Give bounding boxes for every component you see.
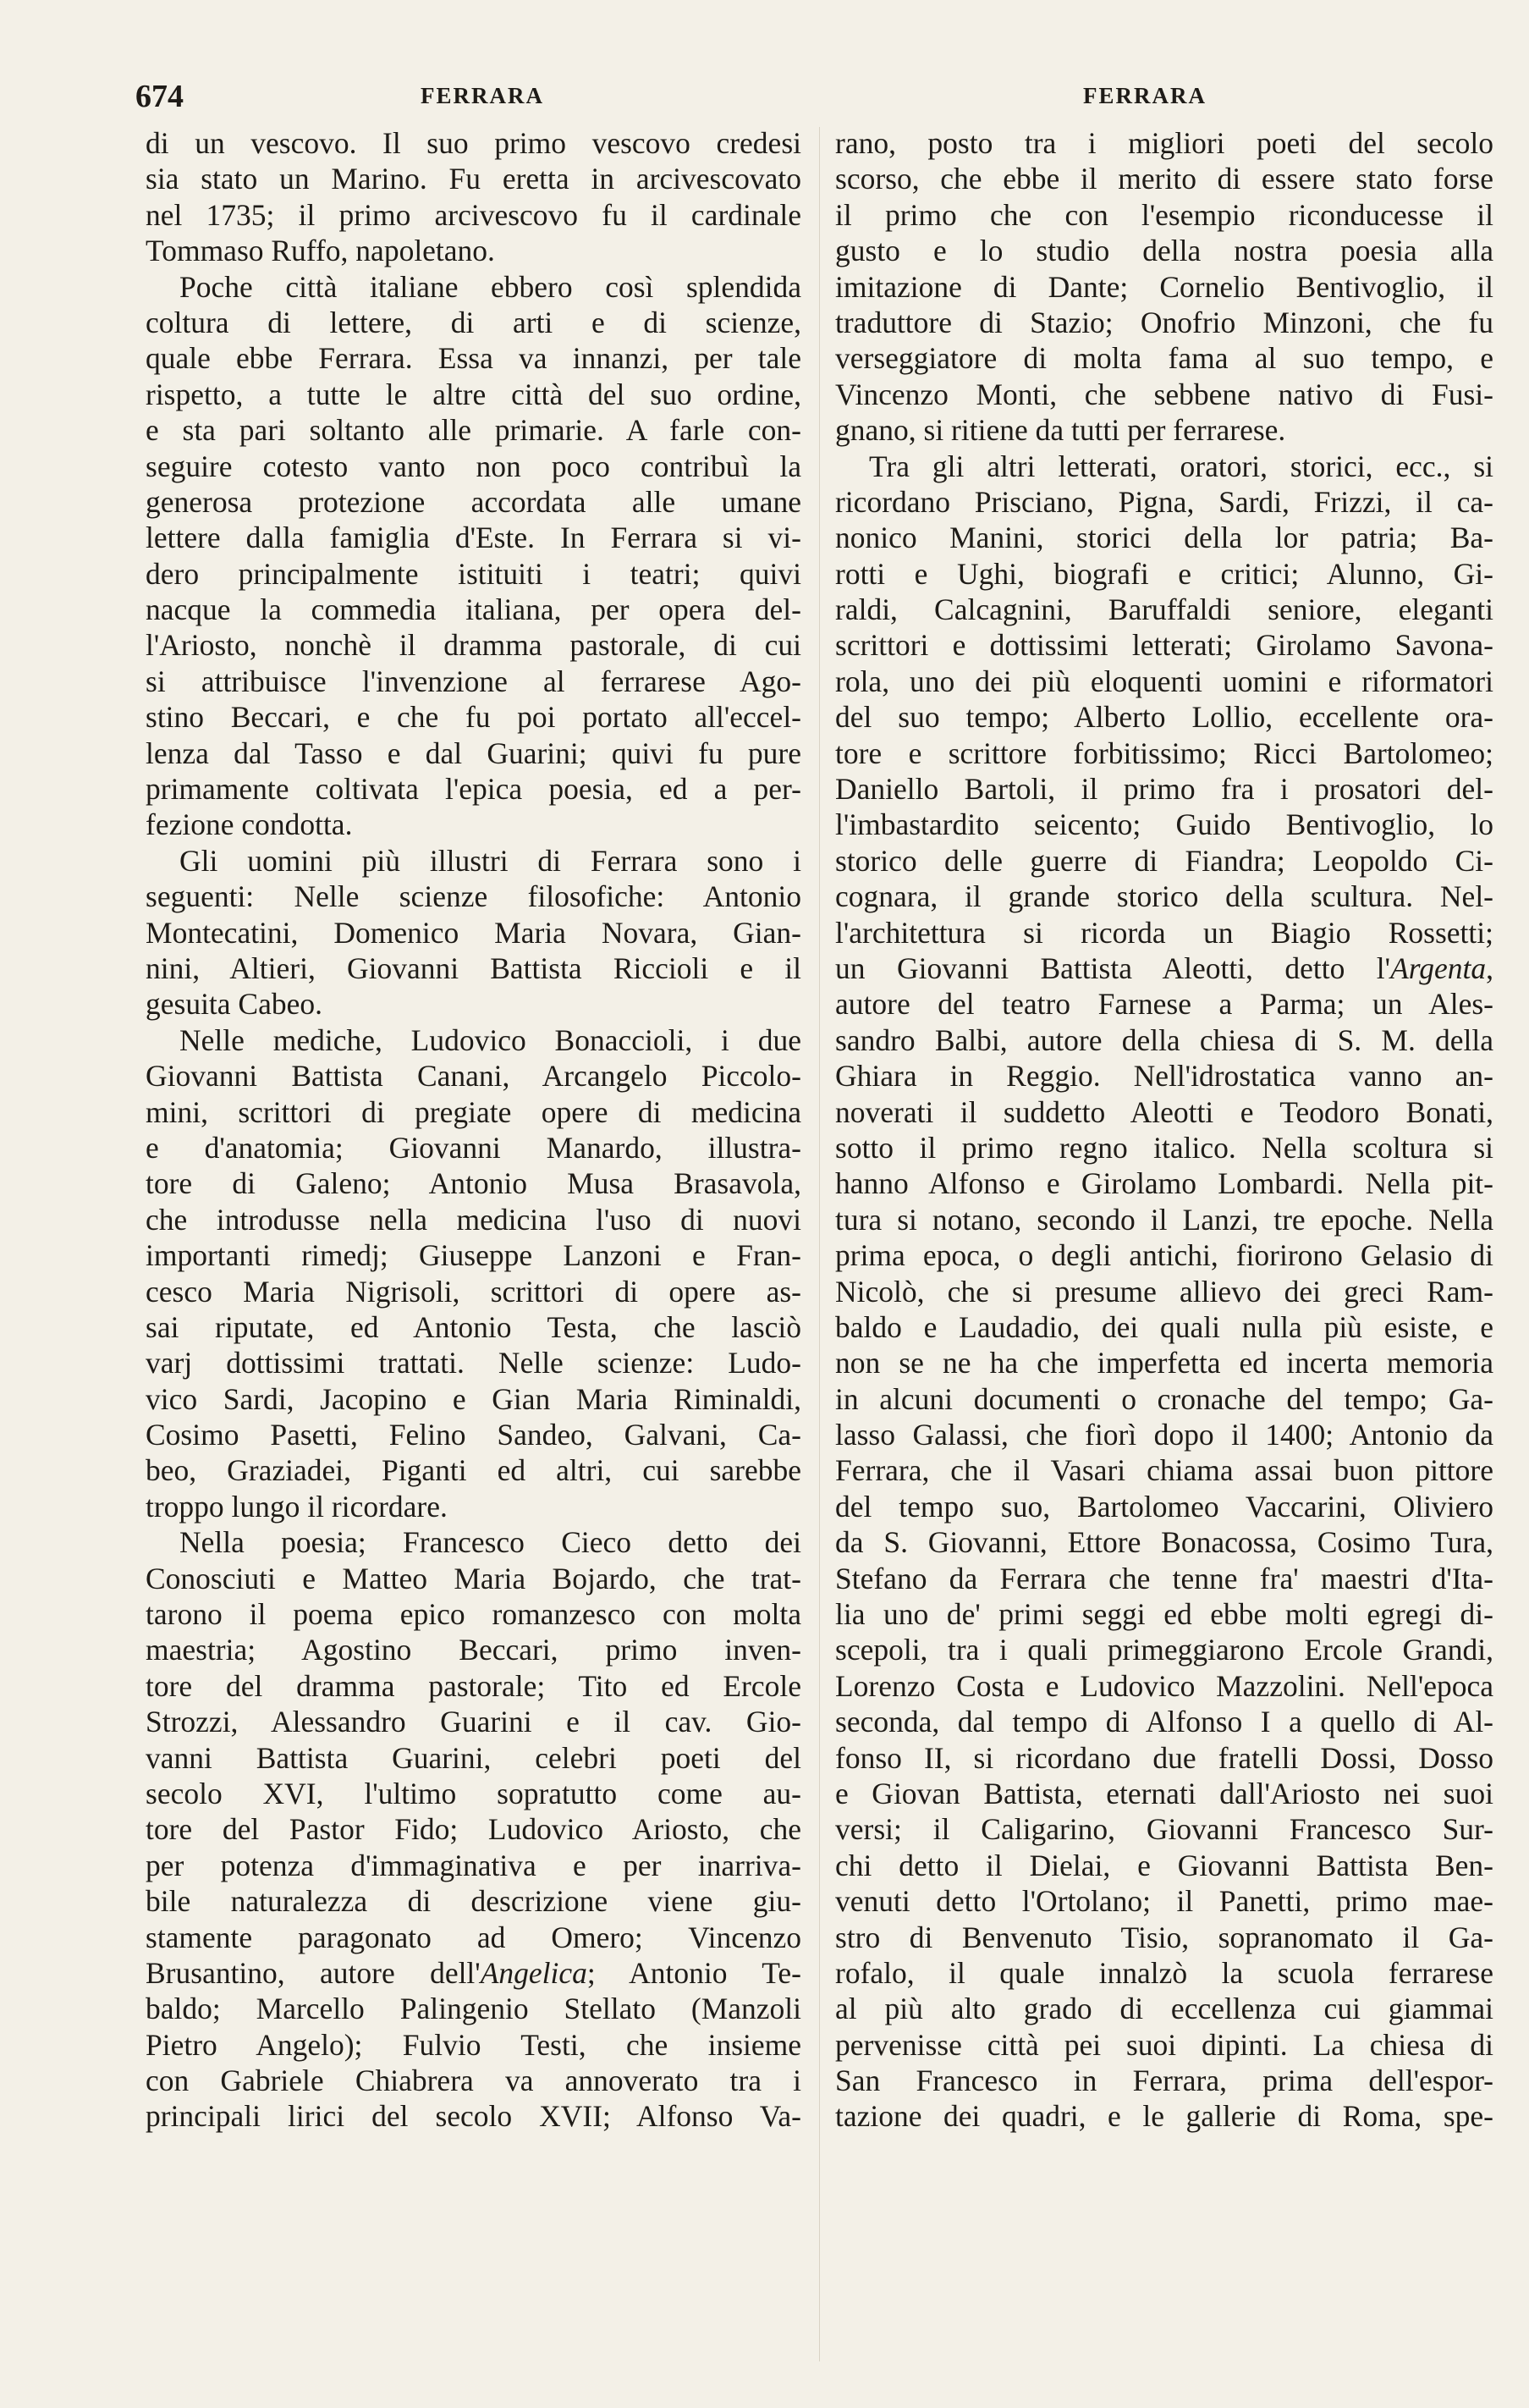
text-line: bile naturalezza di descrizione viene giu-	[146, 1884, 801, 1919]
text-line: rispetto, a tutte le altre città del suo ordine,	[146, 377, 801, 411]
text-line: sotto il primo regno italico. Nella scoltura si	[835, 1130, 1493, 1165]
text-line: fezione condotta.	[146, 807, 353, 842]
text-line: si attribuisce l'invenzione al ferrarese Ago-	[146, 664, 801, 698]
text-line: pervenisse città pei suoi dipinti. La chiesa di	[835, 2027, 1493, 2062]
text-line: ricordano Prisciano, Pigna, Sardi, Frizzi, il ca-	[835, 484, 1493, 519]
text-line: Gli uomini più illustri di Ferrara sono i	[179, 843, 801, 878]
text-line: San Francesco in Ferrara, prima dell'espor-	[835, 2064, 1493, 2098]
text-line: Lorenzo Costa e Ludovico Mazzolini. Nell'epoca	[835, 1668, 1493, 1703]
text-line: rofalo, il quale innalzò la scuola ferrarese	[835, 1955, 1493, 1990]
text-line: Conosciuti e Matteo Maria Bojardo, che trat-	[146, 1561, 801, 1595]
running-head-left: FERRARA	[421, 83, 544, 108]
text-line: gnano, si ritiene da tutti per ferrarese.	[835, 413, 1286, 448]
text-line: prima epoca, o degli antichi, fiorirono Gelasio di	[835, 1238, 1493, 1273]
column-divider	[819, 127, 820, 2361]
text-line: Nelle mediche, Ludovico Bonaccioli, i due	[179, 1022, 801, 1057]
text-line: cognara, il grande storico della scultura. Nel-	[835, 879, 1493, 914]
text-line: autore del teatro Farnese a Parma; un Ales-	[835, 987, 1493, 1022]
text-line: lettere dalla famiglia d'Este. In Ferrara si vi-	[146, 521, 801, 555]
text-line: coltura di lettere, di arti e di scienze,	[146, 305, 801, 339]
text-line: chi detto il Dielai, e Giovanni Battista Ben-	[835, 1848, 1493, 1882]
text-line: venuti detto l'Ortolano; il Panetti, primo mae-	[835, 1884, 1493, 1919]
text-line: seguenti: Nelle scienze filosofiche: Antonio	[146, 879, 801, 914]
text-line: Ferrara, che il Vasari chiama assai buon pittore	[835, 1453, 1493, 1488]
running-head-right: FERRARA	[1083, 83, 1207, 108]
text-line: il primo che con l'esempio riconducesse il	[835, 197, 1493, 232]
text-line: versi; il Caligarino, Giovanni Francesco Sur-	[835, 1812, 1493, 1847]
text-line: Brusantino, autore dell'Angelica; Antonio Te-	[146, 1955, 801, 1990]
text-line: tazione dei quadri, e le gallerie di Roma, spe-	[835, 2099, 1493, 2134]
text-line: sandro Balbi, autore della chiesa di S. M. della	[835, 1022, 1493, 1057]
text-line: in alcuni documenti o cronache del tempo; Ga-	[835, 1381, 1493, 1416]
text-line: vanni Battista Guarini, celebri poeti del	[146, 1740, 801, 1775]
text-line: gusto e lo studio della nostra poesia alla	[835, 234, 1493, 268]
text-line: traduttore di Stazio; Onofrio Minzoni, che fu	[835, 305, 1493, 339]
text-line: Montecatini, Domenico Maria Novara, Gian-	[146, 915, 801, 950]
text-line: scepoli, tra i quali primeggiarono Ercole Grandi,	[835, 1633, 1493, 1667]
text-line: lia uno de' primi seggi ed ebbe molti egregi di-	[835, 1597, 1493, 1632]
text-line: del tempo suo, Bartolomeo Vaccarini, Oliviero	[835, 1489, 1493, 1524]
text-line: primamente coltivata l'epica poesia, ed a per-	[146, 772, 801, 807]
text-line: hanno Alfonso e Girolamo Lombardi. Nella pit-	[835, 1166, 1493, 1201]
text-line: al più alto grado di eccellenza cui giammai	[835, 1992, 1493, 2026]
text-line: da S. Giovanni, Ettore Bonacossa, Cosimo Tura,	[835, 1525, 1493, 1560]
text-line: maestria; Agostino Beccari, primo inven-	[146, 1633, 801, 1667]
text-line: cesco Maria Nigrisoli, scrittori di opere as-	[146, 1274, 801, 1309]
text-line: seguire cotesto vanto non poco contribuì la	[146, 449, 801, 483]
text-line: Nella poesia; Francesco Cieco detto dei	[179, 1525, 801, 1560]
text-line: nel 1735; il primo arcivescovo fu il cardinale	[146, 197, 801, 232]
text-line: tore e scrittore forbitissimo; Ricci Bartolomeo;	[835, 736, 1493, 770]
text-line: lasso Galassi, che fiorì dopo il 1400; Antonio da	[835, 1418, 1493, 1452]
text-line: e sta pari soltanto alle primarie. A farle con-	[146, 413, 801, 448]
text-line: e Giovan Battista, eternati dall'Ariosto nei suoi	[835, 1776, 1493, 1810]
right-column	[835, 125, 1493, 2135]
text-line: raldi, Calcagnini, Baruffaldi seniore, eleganti	[835, 592, 1493, 627]
text-line: vico Sardi, Jacopino e Gian Maria Riminaldi,	[146, 1381, 801, 1416]
text-line: stamente paragonato ad Omero; Vincenzo	[146, 1920, 801, 1954]
text-line: noverati il suddetto Aleotti e Teodoro Bonati,	[835, 1094, 1493, 1129]
text-line: principali lirici del secolo XVII; Alfonso Va-	[146, 2099, 801, 2134]
text-line: del suo tempo; Alberto Lollio, eccellente ora-	[835, 700, 1493, 735]
text-line: che introdusse nella medicina l'uso di nuovi	[146, 1202, 801, 1237]
text-line: troppo lungo il ricordare.	[146, 1489, 448, 1524]
text-line: tarono il poema epico romanzesco con molta	[146, 1597, 801, 1632]
text-line: lenza dal Tasso e dal Guarini; quivi fu pure	[146, 736, 801, 770]
text-line: importanti rimedj; Giuseppe Lanzoni e Fran-	[146, 1238, 801, 1273]
text-line: mini, scrittori di pregiate opere di medicina	[146, 1094, 801, 1129]
text-line: nacque la commedia italiana, per opera del-	[146, 592, 801, 627]
text-line: beo, Graziadei, Piganti ed altri, cui sarebbe	[146, 1453, 801, 1488]
text-line: stino Beccari, e che fu poi portato all'eccel-	[146, 700, 801, 735]
text-line: Tra gli altri letterati, oratori, storici, ecc., si	[869, 449, 1493, 483]
text-line: Ghiara in Reggio. Nell'idrostatica vanno an-	[835, 1059, 1493, 1094]
text-line: Stefano da Ferrara che tenne fra' maestri d'Ita-	[835, 1561, 1493, 1595]
left-column	[146, 125, 801, 2135]
text-line: quale ebbe Ferrara. Essa va innanzi, per tale	[146, 341, 801, 376]
text-line: nini, Altieri, Giovanni Battista Riccioli e il	[146, 951, 801, 985]
text-line: Daniello Bartoli, il primo fra i prosatori del-	[835, 772, 1493, 807]
text-line: sai riputate, ed Antonio Testa, che lasciò	[146, 1309, 801, 1344]
text-line: tore del dramma pastorale; Tito ed Ercole	[146, 1668, 801, 1703]
text-line: baldo; Marcello Palingenio Stellato (Manzoli	[146, 1992, 801, 2026]
text-line: tore di Galeno; Antonio Musa Brasavola,	[146, 1166, 801, 1201]
text-line: di un vescovo. Il suo primo vescovo credesi	[146, 126, 801, 160]
text-line: generosa protezione accordata alle umane	[146, 484, 801, 519]
text-line: Nicolò, che si presume allievo dei greci Ram-	[835, 1274, 1493, 1309]
text-line: dero principalmente istituiti i teatri; quivi	[146, 556, 801, 591]
text-line: baldo e Laudadio, dei quali nulla più esiste, e	[835, 1309, 1493, 1344]
text-line: non se ne ha che imperfetta ed incerta memoria	[835, 1346, 1493, 1380]
text-line: Strozzi, Alessandro Guarini e il cav. Gio-	[146, 1705, 801, 1739]
text-line: scrittori e dottissimi letterati; Girolamo Savona-	[835, 628, 1493, 663]
text-line: Poche città italiane ebbero così splendida	[179, 269, 801, 304]
text-line: l'Ariosto, nonchè il dramma pastorale, di cui	[146, 628, 801, 663]
page-number: 674	[135, 79, 184, 114]
text-line: e d'anatomia; Giovanni Manardo, illustra-	[146, 1130, 801, 1165]
text-line: Vincenzo Monti, che sebbene nativo di Fusi-	[835, 377, 1493, 411]
text-line: stro di Benvenuto Tisio, sopranomato il Ga-	[835, 1920, 1493, 1954]
text-line: rotti e Ughi, biografi e critici; Alunno, Gi-	[835, 556, 1493, 591]
text-line: verseggiatore di molta fama al suo tempo, e	[835, 341, 1493, 376]
text-line: imitazione di Dante; Cornelio Bentivoglio, il	[835, 269, 1493, 304]
text-line: rano, posto tra i migliori poeti del secolo	[835, 126, 1493, 160]
text-line: un Giovanni Battista Aleotti, detto l'Argenta,	[835, 951, 1493, 985]
text-line: Giovanni Battista Canani, Arcangelo Piccolo-	[146, 1059, 801, 1094]
text-line: con Gabriele Chiabrera va annoverato tra i	[146, 2064, 801, 2098]
text-line: nonico Manini, storici della lor patria; Ba-	[835, 521, 1493, 555]
text-line: tura si notano, secondo il Lanzi, tre epoche. Nella	[835, 1202, 1493, 1237]
text-line: seconda, dal tempo di Alfonso I a quello di Al-	[835, 1705, 1493, 1739]
text-line: secolo XVI, l'ultimo sopratutto come au-	[146, 1776, 801, 1810]
text-line: Cosimo Pasetti, Felino Sandeo, Galvani, Ca-	[146, 1418, 801, 1452]
text-line: sia stato un Marino. Fu eretta in arcivescovato	[146, 162, 801, 196]
text-line: Pietro Angelo); Fulvio Testi, che insieme	[146, 2027, 801, 2062]
text-line: storico delle guerre di Fiandra; Leopoldo Ci-	[835, 843, 1493, 878]
text-line: scorso, che ebbe il merito di essere stato forse	[835, 162, 1493, 196]
text-line: l'architettura si ricorda un Biagio Rossetti;	[835, 915, 1493, 950]
text-line: per potenza d'immaginativa e per inarriva-	[146, 1848, 801, 1882]
text-line: rola, uno dei più eloquenti uomini e riformatori	[835, 664, 1493, 698]
text-line: gesuita Cabeo.	[146, 987, 322, 1022]
text-line: tore del Pastor Fido; Ludovico Ariosto, che	[146, 1812, 801, 1847]
text-line: varj dottissimi trattati. Nelle scienze: Ludo-	[146, 1346, 801, 1380]
text-line: l'imbastardito seicento; Guido Bentivoglio, lo	[835, 807, 1493, 842]
text-line: fonso II, si ricordano due fratelli Dossi, Dosso	[835, 1740, 1493, 1775]
text-line: Tommaso Ruffo, napoletano.	[146, 234, 495, 268]
